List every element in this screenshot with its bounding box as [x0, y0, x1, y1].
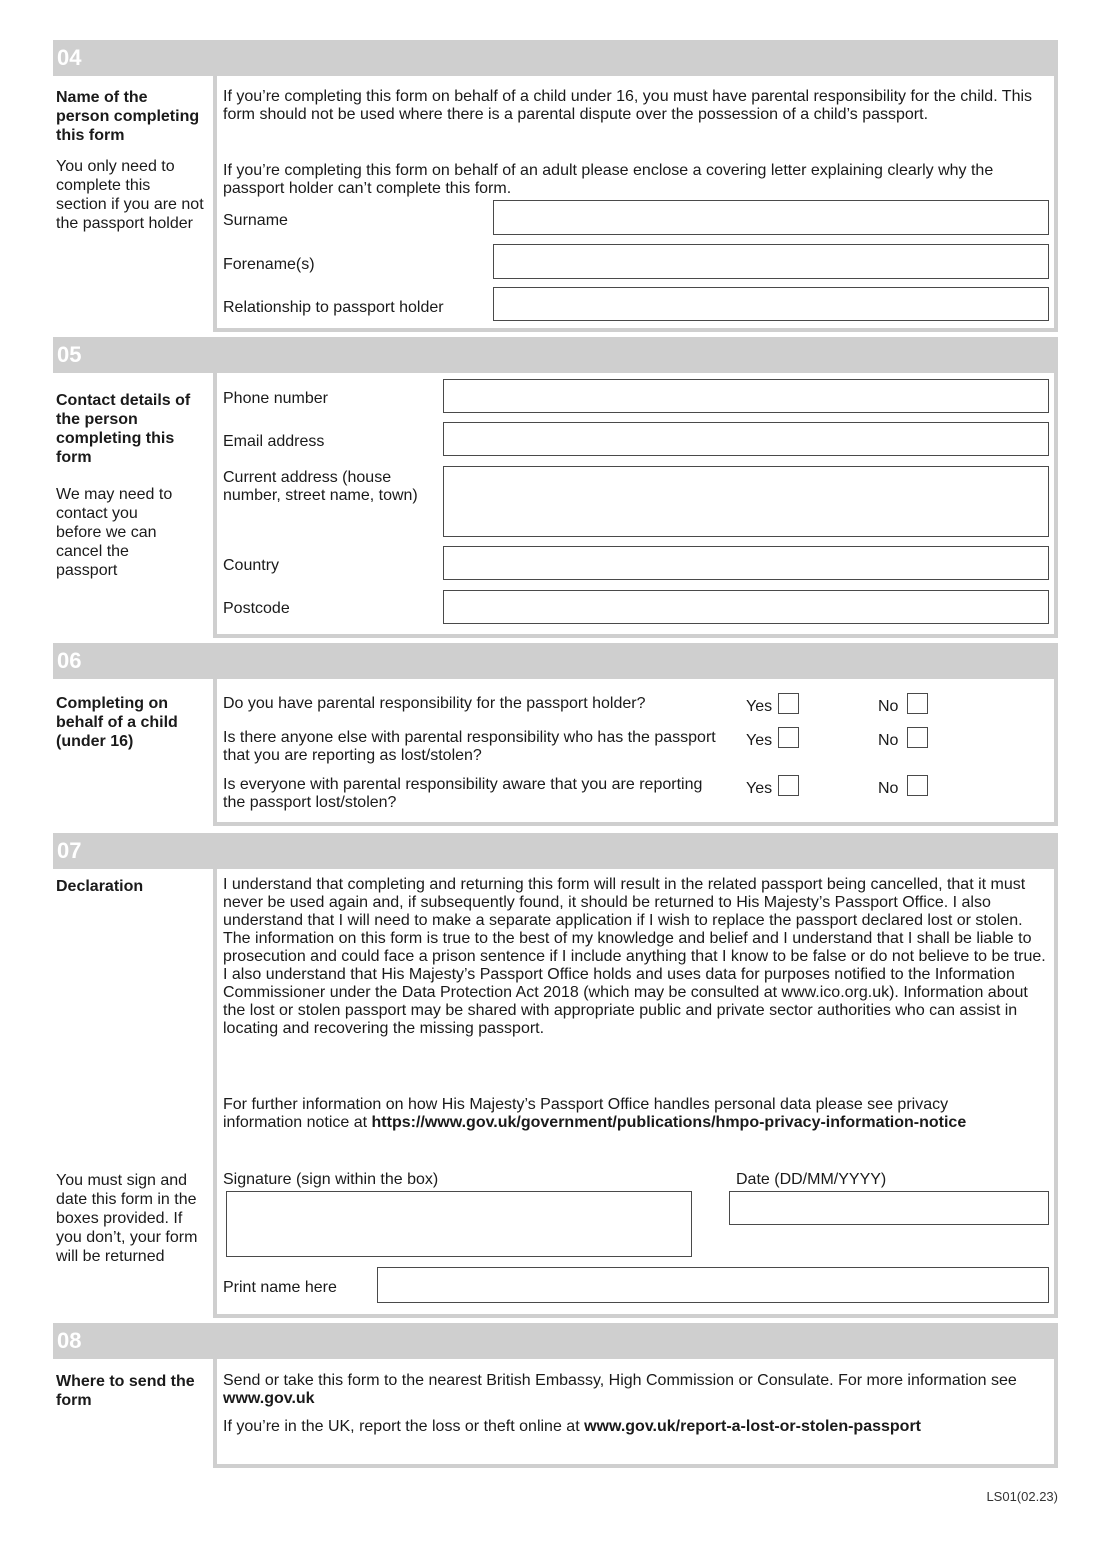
no-checkbox[interactable] [907, 727, 928, 748]
section-left-column [56, 1372, 208, 1410]
phone-input[interactable] [443, 379, 1049, 413]
uk-instructions-text: If you’re in the UK, report the loss or theft online at [223, 1418, 580, 1435]
section-title: Declaration [56, 878, 144, 895]
postcode-label: Postcode [223, 600, 290, 617]
relationship-input[interactable] [493, 287, 1049, 321]
question-other-has-passport: Is there anyone else with parental responsibility who has the passport that you are reporting as lost/stolen? [223, 729, 716, 764]
section-panel [213, 679, 1058, 826]
section-header [53, 337, 1058, 373]
email-label: Email address [223, 433, 325, 450]
no-label: No [878, 780, 899, 797]
surname-input[interactable] [493, 200, 1049, 235]
forenames-input[interactable] [493, 244, 1049, 279]
section-left-column [56, 391, 208, 580]
yes-label: Yes [746, 698, 773, 715]
print-name-label: Print name here [223, 1279, 337, 1296]
section-08 [53, 1323, 1058, 1468]
section-number: 04 [57, 45, 82, 70]
no-label: No [878, 698, 899, 715]
section-05 [53, 337, 1058, 638]
section-number: 06 [57, 648, 82, 673]
section-header [53, 643, 1058, 679]
send-instructions-text: Send or take this form to the nearest British Embassy, High Commission or Consulate. For more information see [223, 1372, 1017, 1389]
privacy-notice-link[interactable]: https://www.gov.uk/government/publications/hmpo-privacy-information-notice [371, 1114, 967, 1131]
uk-instructions [223, 1418, 1053, 1436]
section-header [53, 1323, 1058, 1359]
postcode-input[interactable] [443, 590, 1049, 624]
report-online-link[interactable]: www.gov.uk/report-a-lost-or-stolen-passport [584, 1418, 921, 1435]
section-06 [53, 643, 1058, 826]
country-label: Country [223, 557, 280, 574]
no-checkbox[interactable] [907, 693, 928, 714]
section-04 [53, 40, 1058, 332]
surname-label: Surname [223, 212, 288, 229]
address-input[interactable] [443, 466, 1049, 537]
address-label: Current address (house number, street name, town) [223, 469, 418, 504]
yes-label: Yes [746, 780, 773, 797]
section-panel [213, 1359, 1058, 1468]
yes-checkbox[interactable] [778, 775, 799, 796]
section-07 [53, 833, 1058, 1318]
section-header [53, 40, 1058, 76]
no-label: No [878, 732, 899, 749]
yes-checkbox[interactable] [778, 693, 799, 714]
section-title: Name of the person completing this form [56, 89, 200, 144]
question-parental-responsibility: Do you have parental responsibility for the passport holder? [223, 695, 646, 712]
declaration-text: I understand that completing and returning this form will result in the related passport being cancelled, that it must never be used again and, if subsequently found, it should be returned to His Majesty’s Passport Office. I also understand that I will need to make a separate application if I wish to replace the passport declared lost or stolen. The information on this form is true to the best of my knowledge and belief and I understand that I shall be liable to prosecution and could face a prison sentence if I include anything that I know to be false or do not believe to be true. I also understand that His Majesty’s Passport Office holds and uses data for purposes notified to the Information Commissioner under the Data Protection Act 2018 (which may be consulted at www.ico.org.uk). Information about the lost or stolen passport may be shared with appropriate public and private sector authorities who can assist in locating and recovering the missing passport. [223, 876, 1046, 1037]
section-header [53, 833, 1058, 869]
country-input[interactable] [443, 546, 1049, 580]
question-everyone-aware: Is everyone with parental responsibility aware that you are reporting the passport lost/stolen? [223, 776, 703, 811]
privacy-notice-text: For further information on how His Majesty’s Passport Office handles personal data please see privacy information notice at [223, 1096, 949, 1131]
section-note: You only need to complete this section if you are not the passport holder [56, 158, 204, 232]
section-left-column [56, 88, 208, 233]
privacy-notice [223, 1096, 1023, 1132]
section-panel [213, 373, 1058, 638]
section-left-column [56, 694, 208, 751]
section-note: We may need to contact you before we can cancel the passport [56, 486, 173, 579]
section-panel [213, 869, 1058, 1318]
yes-label: Yes [746, 732, 773, 749]
sign-note-column [56, 1171, 208, 1266]
section-left-column [56, 877, 208, 896]
forenames-label: Forename(s) [223, 256, 315, 273]
date-label: Date (DD/MM/YYYY) [736, 1171, 887, 1188]
date-input[interactable] [729, 1191, 1049, 1225]
section-number: 08 [57, 1328, 82, 1353]
gov-uk-link[interactable]: www.gov.uk [223, 1390, 315, 1407]
relationship-label: Relationship to passport holder [223, 299, 444, 316]
section-title: Contact details of the person completing this form [56, 392, 191, 466]
phone-label: Phone number [223, 390, 328, 407]
yes-checkbox[interactable] [778, 727, 799, 748]
section-title: Where to send the form [56, 1373, 195, 1409]
section-number: 07 [57, 838, 82, 863]
intro-text: If you’re completing this form on behalf of a child under 16, you must have parental responsibility for the child. This form should not be used where there is a parental dispute over the possession of a child’s passport. [223, 88, 1033, 123]
sign-note: You must sign and date this form in the boxes provided. If you don’t, your form will be returned [56, 1172, 198, 1265]
email-input[interactable] [443, 422, 1049, 456]
signature-label: Signature (sign within the box) [223, 1171, 439, 1188]
send-instructions [223, 1372, 1043, 1408]
section-number: 05 [57, 342, 82, 367]
section-panel [213, 76, 1058, 332]
signature-box[interactable] [226, 1191, 692, 1257]
no-checkbox[interactable] [907, 775, 928, 796]
intro-text-adult: If you’re completing this form on behalf of an adult please enclose a covering letter explaining clearly why the passport holder can’t complete this form. [223, 162, 994, 197]
form-code: LS01(02.23) [986, 1489, 1058, 1504]
print-name-input[interactable] [377, 1267, 1049, 1303]
section-title: Completing on behalf of a child (under 16) [56, 695, 178, 750]
